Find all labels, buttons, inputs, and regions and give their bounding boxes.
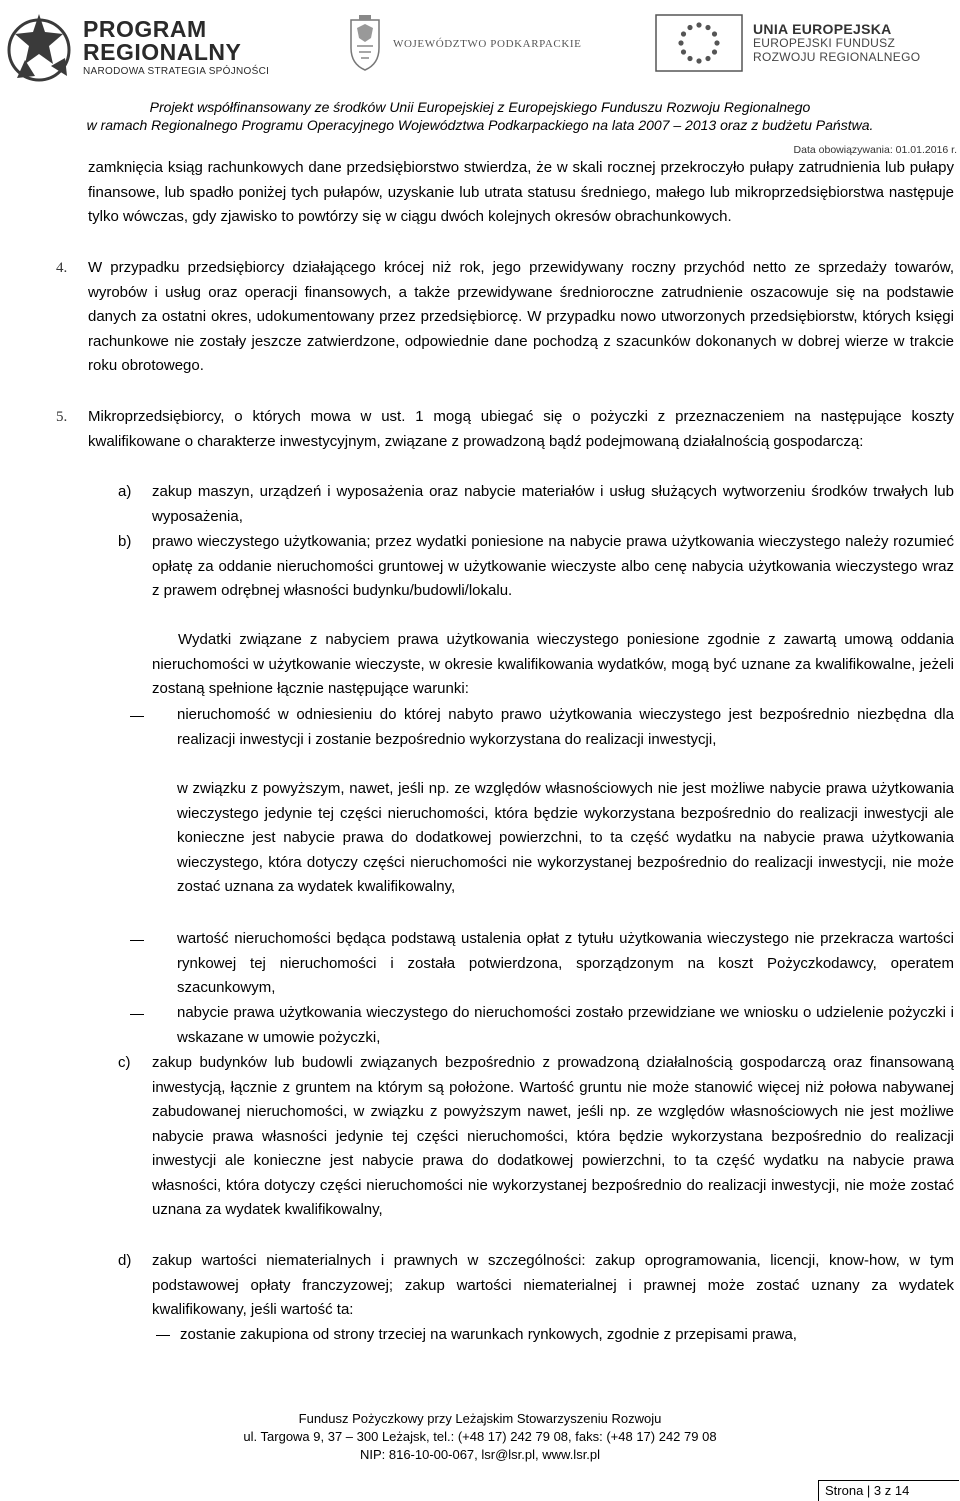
dash-bullet — [130, 716, 144, 717]
condition-1-text: nieruchomość w odniesieniu do której nabyto prawo użytkowania wieczystego jest bezpośrednio niezbędna dla realizacji inwestycji i zostanie bezpośrednio wykorzystana do realizacji inwestycji, — [177, 706, 954, 748]
dash-bullet — [130, 1014, 144, 1015]
sub-label-c: c) — [118, 1054, 131, 1071]
condition-4-text: zostanie zakupiona od strony trzeciej na warunkach rynkowych, zgodnie z przepisami prawa, — [180, 1326, 797, 1343]
sub-label-d: d) — [118, 1252, 132, 1269]
eu-line-rozwoju: ROZWOJU REGIONALNEGO — [753, 49, 921, 64]
coat-of-arms-icon — [345, 14, 385, 74]
condition-2-text: wartość nieruchomości będąca podstawą ustalenia opłat z tytułu użytkowania wieczystego nie przekracza wartości rynkowej tej nieruchomości i została potwierdzona, sporządzonym na koszt Pożyczkodawcy, operatem szacunkowym, — [177, 930, 954, 996]
star-circle-icon — [5, 6, 77, 88]
sub-item-d-text: zakup wartości niematerialnych i prawnych w szczególności: zakup oprogramowania, licencji, know-how, w tym podstawowej opłaty franczyzowej; zakup wartości niematerialnej i prawnej może zostać uznany za wydatek kwalifikowany, jeśli wartość ta: — [152, 1252, 954, 1318]
eu-flag-icon — [655, 14, 743, 72]
item-5-text: Mikroprzedsiębiorcy, o których mowa w ust. 1 mogą ubiegać się o pożyczki z przeznaczeniem na następujące koszty kwalifikowane o charakterze inwestycyjnym, związane z prowadzoną bądź podejmowaną działalnością gospodarczą: — [88, 408, 954, 450]
sub-item-b-text: prawo wieczystego użytkowania; przez wydatki poniesione na nabycie prawa użytkowania wieczystego należy rozumieć opłatę za oddanie nieruchomości gruntowej w użytkowanie wieczyste albo cenę nabycia użytkowania wieczystego wraz z prawem odrębnej własności budynku/budowli/lokalu. — [152, 533, 954, 599]
logo-line-strategia: NARODOWA STRATEGIA SPÓJNOŚCI — [83, 65, 270, 77]
header-logos — [0, 0, 960, 96]
sub-item-a-text: zakup maszyn, urządzeń i wyposażenia oraz nabycie materiałów i usług służących wytworzeniu środków trwałych lub wyposażenia, — [152, 483, 954, 525]
project-cofinancing-line: Projekt współfinansowany ze środków Unii Europejskiej z Europejskiego Funduszu Rozwoju Regionalnego — [149, 99, 811, 115]
validity-date: Data obowiązywania: 01.01.2016 r. — [793, 144, 957, 156]
dash-bullet — [156, 1335, 170, 1336]
dash-bullet — [130, 940, 144, 941]
wojewodztwo-logo — [345, 14, 581, 74]
logo-line-program: PROGRAM — [83, 15, 207, 42]
item-number-4: 4. — [56, 260, 68, 276]
page-number-box — [818, 1480, 959, 1501]
program-regionalny-logo — [5, 6, 269, 88]
footer-address: ul. Targowa 9, 37 – 300 Leżajsk, tel.: (+48 17) 242 79 08, faks: (+48 17) 242 79 08 — [243, 1429, 717, 1444]
sub-item-c-text: zakup budynków lub budowli związanych bezpośrednio z prowadzoną działalnością gospodarczą oraz finansowaną inwestycją, łącznie z gruntem na którym są położone. Wartość gruntu nie może stanowić więcej niż połowa nabywanej zabudowanej nieruchomości, w związku z powyższym nawet, jeśli np. ze względów własnościowych nie jest możliwe nabycie prawa własności jedynie tej części nieruchomości, która będzie wykorzystana bezpośrednio do realizacji inwestycji ale konieczne jest nabycie prawa do dodatkowej powierzchni, to ta część wydatku na nabycie prawa własności, która dotyczy części nieruchomości nie wykorzystanej bezpośrednio do realizacji inwestycji, nie może zostać uznana za wydatek kwalifikowalny, — [152, 1054, 954, 1218]
wojewodztwo-text: WOJEWÓDZTWO PODKARPACKIE — [393, 38, 582, 50]
item-4-text: W przypadku przedsiębiorcy działającego krócej niż rok, jego przewidywany roczny przychód netto ze sprzedaży towarów, wyrobów i usług oraz operacji finansowych, a także przewidywane średnioroczne zatrudnienie oszacowuje się na podstawie danych za ostatni okres, udokumentowany przez przedsiębiorcę. W przypadku nowo utworzonych przedsiębiorstw, których księgi rachunkowe nie zostały jeszcze zatwierdzone, odpowiednie dane pochodzą z szacunków dokonanych w dobrej wierze w trakcie roku obrotowego. — [88, 259, 954, 374]
condition-1-continuation: w związku z powyższym, nawet, jeśli np. ze względów własnościowych nie jest możliwe nabycie prawa użytkowania wieczystego jedynie tej części nieruchomości, która będzie wykorzystana bezpośrednio do realizacji inwestycji ale konieczne jest nabycie prawa do dodatkowej powierzchni, to ta część wydatku na nabycie prawa użytkowania wieczystego, która dotyczy części nieruchomości nie wykorzystanej bezpośrednio do realizacji inwestycji, nie może zostać uznana za wydatek kwalifikowalny, — [177, 780, 954, 895]
footer-organization: Fundusz Pożyczkowy przy Leżajskim Stowarzyszeniu Rozwoju — [298, 1411, 662, 1426]
condition-3-text: nabycie prawa użytkowania wieczystego do nieruchomości zostało przewidziane we wniosku o udzielenie pożyczki i wskazane w umowie pożyczki, — [177, 1004, 954, 1046]
sub-label-b: b) — [118, 533, 132, 550]
footer-contact: NIP: 816-10-00-067, lsr@lsr.pl, www.lsr.pl — [359, 1447, 601, 1462]
eu-logo — [655, 14, 920, 72]
page-number: Strona | 3 z 14 — [825, 1483, 910, 1498]
eu-line-unia: UNIA EUROPEJSKA — [753, 20, 892, 37]
paragraph-continuation: zamknięcia ksiąg rachunkowych dane przedsiębiorstwo stwierdza, że w skali rocznej przekroczyło pułapy zatrudnienia lub pułapy finansowe, lub spadło poniżej tych pułapów, uzyskanie lub utrata statusu średniego, małego lub mikroprzedsiębiorstwa następuje tylko wówczas, gdy zjawisko to powtórzy się w ciągu dwóch kolejnych okresów obrachunkowych. — [88, 159, 954, 225]
project-program-line: w ramach Regionalnego Programu Operacyjnego Województwa Podkarpackiego na lata 2007 – 2013 oraz z budżetu Państwa. — [86, 117, 874, 133]
eu-line-fundusz: EUROPEJSKI FUNDUSZ — [753, 36, 896, 51]
logo-line-regionalny: REGIONALNY — [83, 38, 242, 65]
item-number-5: 5. — [56, 409, 68, 425]
sub-item-b-paragraph: Wydatki związane z nabyciem prawa użytkowania wieczystego poniesione zgodnie z zawartą umową oddania nieruchomości w użytkowanie wieczyste, w okresie kwalifikowania wydatków, mogą być uznane za kwalifikowalne, jeżeli zostaną spełnione łącznie następujące warunki: — [152, 631, 954, 697]
sub-label-a: a) — [118, 483, 132, 500]
